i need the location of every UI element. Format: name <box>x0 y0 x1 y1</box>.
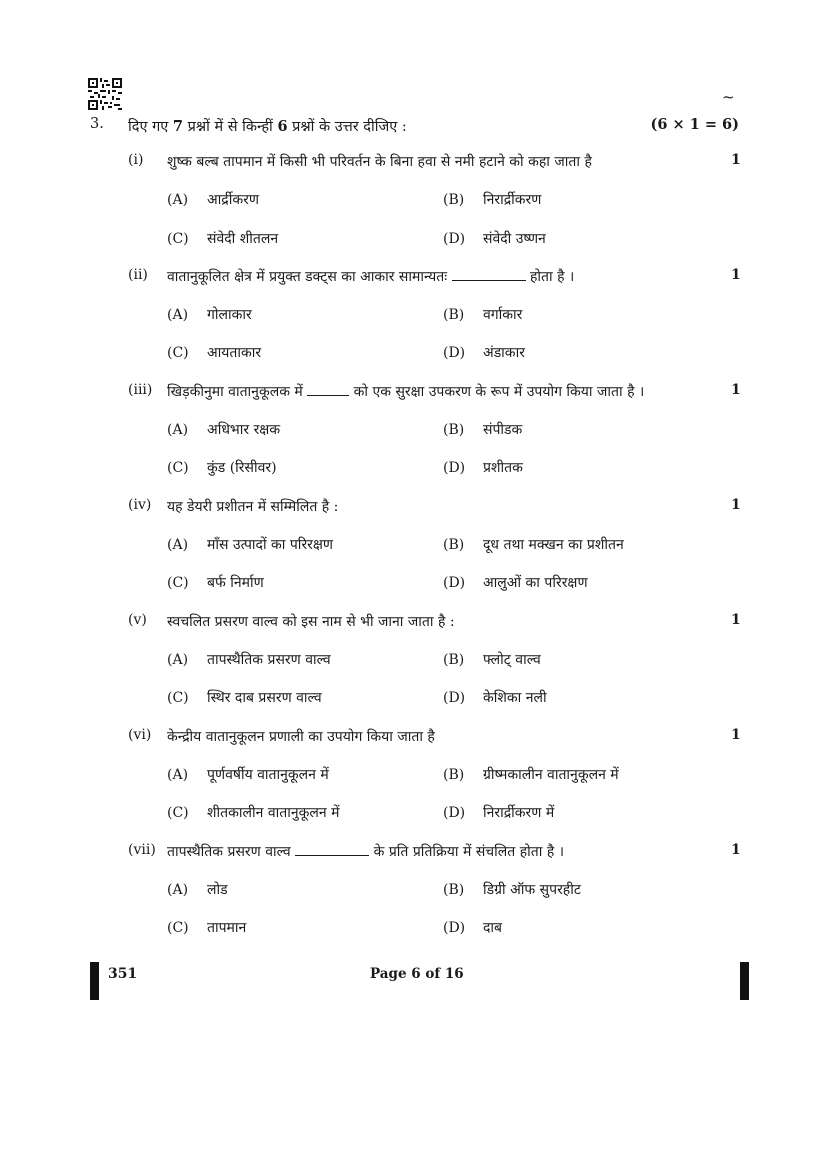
section-number: 3. <box>90 116 104 132</box>
question-marks: 1 <box>731 152 741 168</box>
option-d: (D) आलुओं का परिरक्षण <box>443 575 588 591</box>
option-b: (B) संपीडक <box>443 422 523 438</box>
footer-bar-left <box>90 962 99 1000</box>
question-number: (ii) <box>128 267 148 283</box>
option-d: (D) दाब <box>443 920 503 936</box>
footer-bar-right <box>740 962 749 1000</box>
question-marks: 1 <box>731 612 741 628</box>
option-a: (A) आर्द्रीकरण <box>167 192 259 208</box>
question-marks: 1 <box>731 497 741 513</box>
option-c: (C) आयताकार <box>167 345 262 361</box>
tilde-mark: ~ <box>722 88 735 106</box>
question-number: (vi) <box>128 727 152 743</box>
option-b: (B) दूध तथा मक्खन का प्रशीतन <box>443 537 624 553</box>
option-d: (D) प्रशीतक <box>443 460 523 476</box>
question-text: स्वचलित प्रसरण वाल्व को इस नाम से भी जाना जाता है : <box>167 614 455 630</box>
qr-code-icon <box>88 78 122 110</box>
question-3 <box>0 382 827 402</box>
question-5 <box>0 612 827 632</box>
question-text: केन्द्रीय वातानुकूलन प्रणाली का उपयोग किया जाता है <box>167 729 435 745</box>
option-c: (C) स्थिर दाब प्रसरण वाल्व <box>167 690 322 706</box>
page-footer <box>0 962 827 1002</box>
option-b: (B) फ्लोट् वाल्व <box>443 652 541 668</box>
answer-blank <box>295 843 369 856</box>
page-number: Page 6 of 16 <box>370 966 464 982</box>
option-c: (C) संवेदी शीतलन <box>167 231 279 247</box>
option-d: (D) अंडाकार <box>443 345 525 361</box>
question-number: (vii) <box>128 842 156 858</box>
option-a: (A) माँस उत्पादों का परिरक्षण <box>167 537 334 553</box>
option-a: (A) अधिभार रक्षक <box>167 422 281 438</box>
option-a: (A) लोड <box>167 882 228 898</box>
paper-code: 351 <box>108 966 138 982</box>
option-c: (C) कुंड (रिसीवर) <box>167 460 277 476</box>
question-7 <box>0 842 827 862</box>
question-text: वातानुकूलित क्षेत्र में प्रयुक्त डक्ट्स का आकार सामान्यतः होता है । <box>167 269 575 285</box>
question-marks: 1 <box>731 267 741 283</box>
option-b: (B) डिग्री ऑफ सुपरहीट <box>443 882 581 898</box>
option-d: (D) केशिका नली <box>443 690 547 706</box>
question-6 <box>0 727 827 747</box>
question-text: यह डेयरी प्रशीतन में सम्मिलित है : <box>167 499 339 515</box>
question-number: (i) <box>128 152 144 168</box>
question-number: (iii) <box>128 382 153 398</box>
option-a: (A) तापस्थैतिक प्रसरण वाल्व <box>167 652 331 668</box>
answer-blank <box>452 268 526 281</box>
question-number: (v) <box>128 612 147 628</box>
section-instruction: दिए गए 7 प्रश्नों में से किन्हीं 6 प्रश्नों के उत्तर दीजिए : <box>128 118 407 135</box>
question-1 <box>0 152 827 172</box>
option-d: (D) संवेदी उष्णन <box>443 231 546 247</box>
question-marks: 1 <box>731 842 741 858</box>
option-a: (A) पूर्णवर्षीय वातानुकूलन में <box>167 767 329 783</box>
question-text: शुष्क बल्ब तापमान में किसी भी परिवर्तन के बिना हवा से नमी हटाने को कहा जाता है <box>167 154 592 170</box>
option-d: (D) निरार्द्रीकरण में <box>443 805 555 821</box>
answer-blank <box>307 383 349 396</box>
question-marks: 1 <box>731 382 741 398</box>
question-marks: 1 <box>731 727 741 743</box>
question-text: तापस्थैतिक प्रसरण वाल्व के प्रति प्रतिक्रिया में संचलित होता है । <box>167 844 565 860</box>
question-4 <box>0 497 827 517</box>
question-number: (iv) <box>128 497 152 513</box>
section-marks: (6 × 1 = 6) <box>650 116 739 133</box>
question-text: खिड़कीनुमा वातानुकूलक में को एक सुरक्षा उपकरण के रूप में उपयोग किया जाता है । <box>167 384 645 400</box>
question-2 <box>0 267 827 287</box>
option-b: (B) निरार्द्रीकरण <box>443 192 542 208</box>
option-c: (C) तापमान <box>167 920 247 936</box>
option-b: (B) वर्गाकार <box>443 307 523 323</box>
option-c: (C) बर्फ निर्माण <box>167 575 264 591</box>
option-b: (B) ग्रीष्मकालीन वातानुकूलन में <box>443 767 619 783</box>
section-header <box>0 116 827 136</box>
option-a: (A) गोलाकार <box>167 307 252 323</box>
option-c: (C) शीतकालीन वातानुकूलन में <box>167 805 340 821</box>
